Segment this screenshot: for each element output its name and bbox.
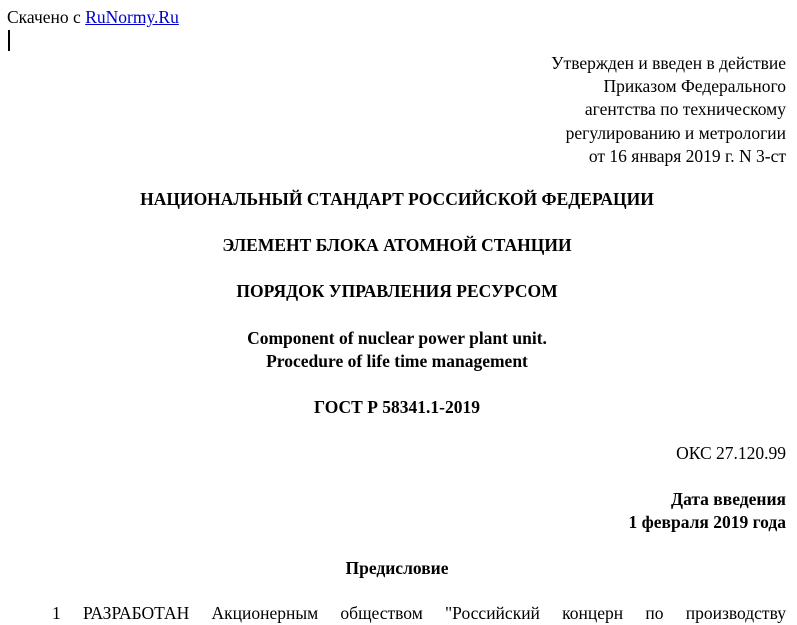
source-prefix: Скачено с bbox=[7, 7, 81, 27]
topic-heading: ПОРЯДОК УПРАВЛЕНИЯ РЕСУРСОМ bbox=[236, 281, 558, 301]
approval-line-2: Приказом Федерального bbox=[603, 76, 786, 97]
approval-line-4: регулированию и метрологии bbox=[565, 122, 786, 143]
approval-block bbox=[551, 52, 786, 168]
english-title bbox=[0, 327, 794, 373]
approval-line-3: агентства по техническому bbox=[584, 99, 786, 120]
preface-paragraph-1: 1 РАЗРАБОТАН Акционерным обществом "Российский концерн по производству bbox=[52, 603, 786, 623]
source-line bbox=[7, 6, 179, 28]
preface-heading: Предисловие bbox=[345, 558, 449, 578]
approval-line-1: Утвержден и введен в действие bbox=[551, 53, 786, 73]
approval-line-5: от 16 января 2019 г. N 3-ст bbox=[588, 145, 786, 166]
introduction-date-label: Дата введения bbox=[671, 489, 786, 509]
standard-name-heading: НАЦИОНАЛЬНЫЙ СТАНДАРТ РОССИЙСКОЙ ФЕДЕРАЦИИ bbox=[140, 189, 654, 209]
introduction-date-value: 1 февраля 2019 года bbox=[628, 512, 786, 532]
english-title-line-1: Component of nuclear power plant unit. bbox=[247, 328, 547, 348]
introduction-date-block bbox=[629, 488, 786, 534]
runormy-link[interactable]: RuNormy.Ru bbox=[85, 7, 179, 27]
gost-number: ГОСТ Р 58341.1-2019 bbox=[314, 397, 480, 417]
subject-heading: ЭЛЕМЕНТ БЛОКА АТОМНОЙ СТАНЦИИ bbox=[222, 235, 572, 255]
english-title-line-2: Procedure of life time management bbox=[266, 351, 528, 371]
text-cursor bbox=[8, 30, 10, 51]
oks-code: ОКС 27.120.99 bbox=[676, 443, 786, 463]
